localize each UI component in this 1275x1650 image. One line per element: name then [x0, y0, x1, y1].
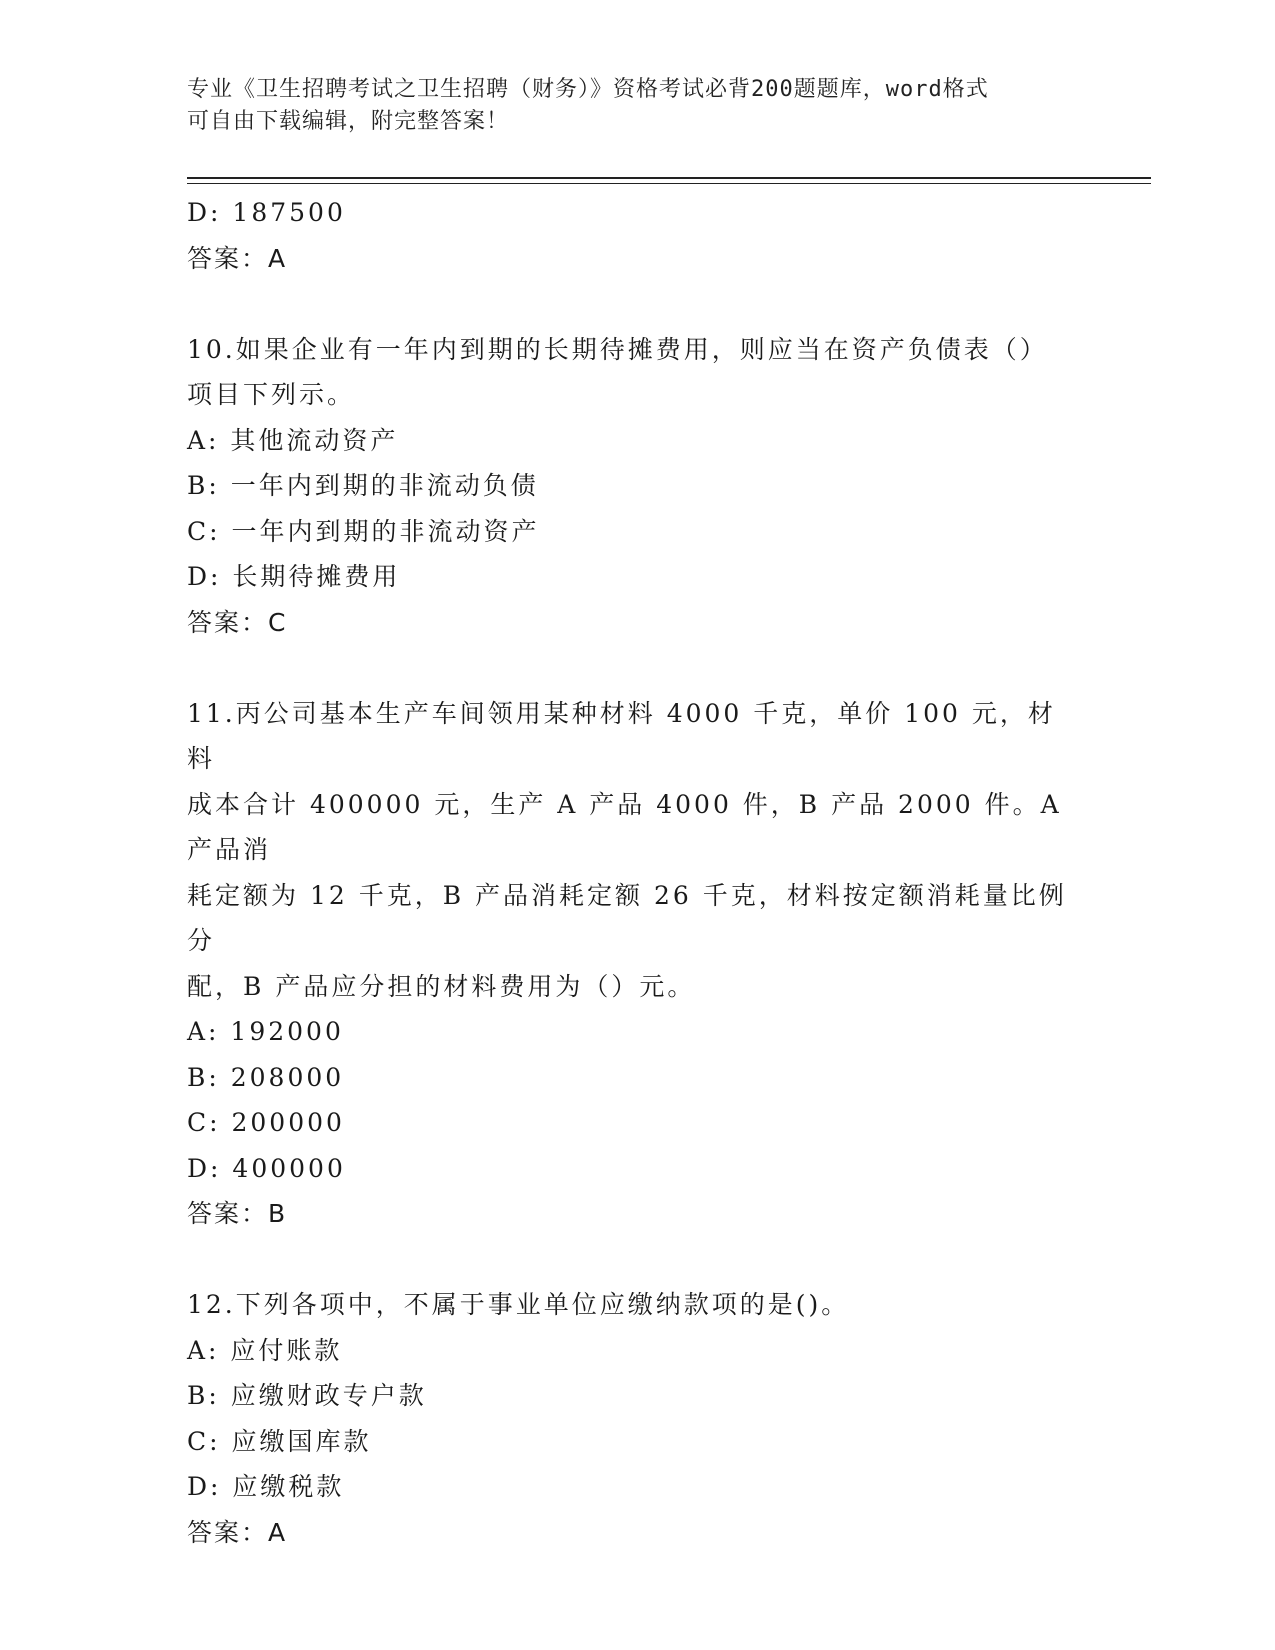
header-title-line-1: 专业《卫生招聘考试之卫生招聘（财务）》资格考试必背200题题库，word格式: [187, 77, 989, 102]
answer-line: 答案：B: [187, 1199, 288, 1228]
question-stem-line: 12.下列各项中，不属于事业单位应缴纳款项的是()。: [187, 1290, 850, 1319]
header-divider-thin: [187, 183, 1151, 184]
spacer: [187, 645, 1087, 691]
option-d: D: 187500: [187, 198, 346, 227]
option-a: A: 其他流动资产: [187, 425, 399, 455]
question-12: [187, 1282, 1087, 1555]
option-c: C: 一年内到期的非流动资产: [187, 516, 540, 546]
answer-line: 答案：C: [187, 607, 288, 637]
question-10: [187, 327, 1087, 646]
option-a: A: 应付账款: [187, 1335, 343, 1365]
option-c: C: 200000: [187, 1108, 345, 1137]
question-11: [187, 691, 1087, 1237]
option-b: B: 应缴财政专户款: [187, 1381, 427, 1410]
question-list: [187, 190, 1087, 1555]
previous-question-tail: [187, 190, 1087, 281]
answer-line: 答案：A: [187, 243, 288, 273]
option-b: B: 一年内到期的非流动负债: [187, 471, 539, 500]
option-d: D: 应缴税款: [187, 1472, 345, 1501]
question-stem-line: 11.丙公司基本生产车间领用某种材料 4000 千克，单价 100 元，材料: [187, 698, 1056, 773]
option-b: B: 208000: [187, 1062, 345, 1092]
question-stem-line: 10.如果企业有一年内到期的长期待摊费用，则应当在资产负债表（）: [187, 334, 1048, 364]
question-stem-line: 项目下列示。: [187, 380, 356, 409]
question-stem-line: 耗定额为 12 千克，B 产品消耗定额 26 千克，材料按定额消耗量比例分: [187, 880, 1067, 955]
spacer: [187, 281, 1087, 327]
question-stem-line: 成本合计 400000 元，生产 A 产品 4000 件，B 产品 2000 件。A 产品消: [187, 789, 1062, 864]
answer-line: 答案：A: [187, 1517, 288, 1547]
page-header: [187, 74, 1087, 138]
option-c: C: 应缴国库款: [187, 1426, 372, 1456]
header-divider-thick: [187, 177, 1151, 179]
question-stem-line: 配，B 产品应分担的材料费用为（）元。: [187, 971, 696, 1001]
option-d: D: 长期待摊费用: [187, 562, 401, 591]
spacer: [187, 1237, 1087, 1283]
option-d: D: 400000: [187, 1153, 346, 1183]
header-title-line-2: 可自由下载编辑，附完整答案！: [187, 109, 510, 134]
option-a: A: 192000: [187, 1017, 344, 1046]
